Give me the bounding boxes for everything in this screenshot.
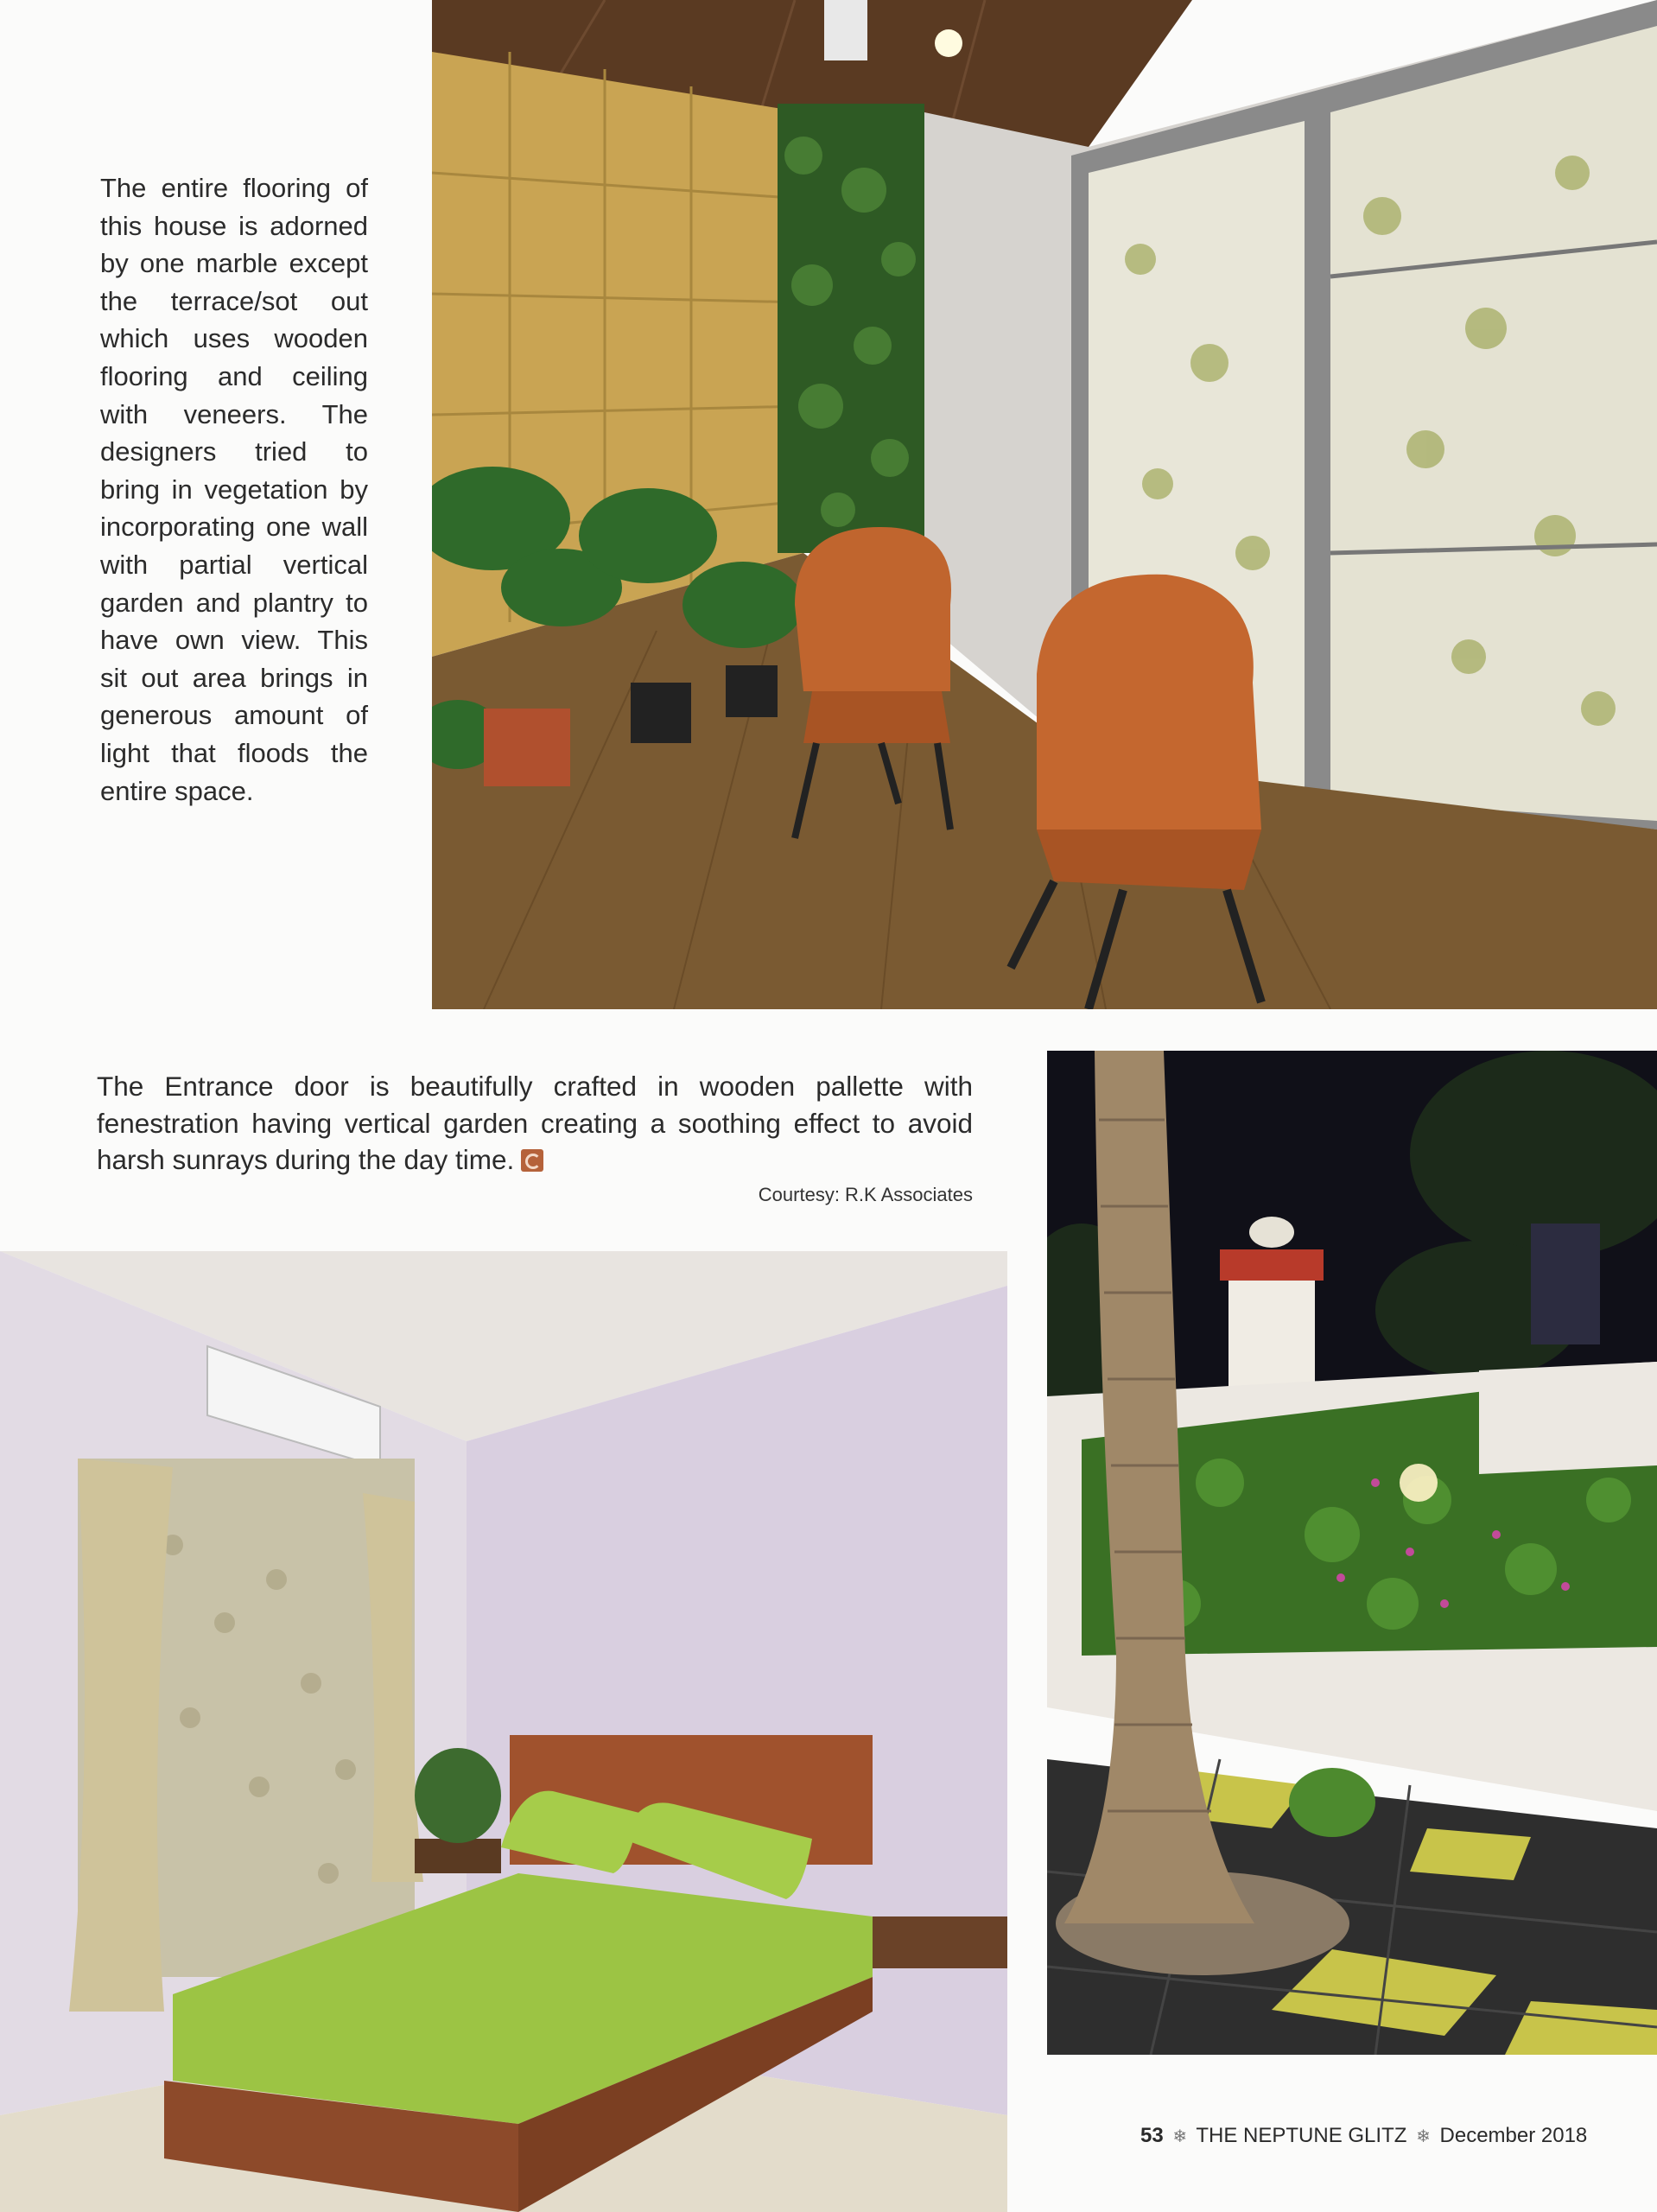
footer-separator-icon: ❄ [1172,2127,1188,2146]
photo-courtesy: Courtesy: R.K Associates [758,1184,973,1205]
magazine-logo-icon [521,1149,543,1172]
page-footer [1140,2124,1587,2148]
photo-sitout-area [432,0,1657,1009]
article-paragraph-entrance [97,1068,973,1179]
photo-bedroom [0,1251,1007,2212]
issue-date: December 2018 [1439,2124,1588,2147]
article-paragraph-entrance-text: The Entrance door is beautifully crafted in wooden pallette with fenestration having vertical garden creating a soothing effect to avoid harsh sunrays during the day time. [97,1071,973,1175]
footer-separator-icon: ❄ [1416,2127,1431,2146]
photo-courtyard [1047,1051,1657,2055]
article-paragraph-flooring: The entire flooring of this house is adorned by one marble except the terrace/sot out which uses wooden flooring and ceiling with veneers. The designers tried to bring in vegetation by incorporating one wall with partial vertical garden and plantry to have own view. This sit out area brings in generous amount of light that floods the entire space. [100,173,368,806]
magazine-name: THE NEPTUNE GLITZ [1196,2124,1407,2147]
page-number: 53 [1140,2124,1164,2147]
